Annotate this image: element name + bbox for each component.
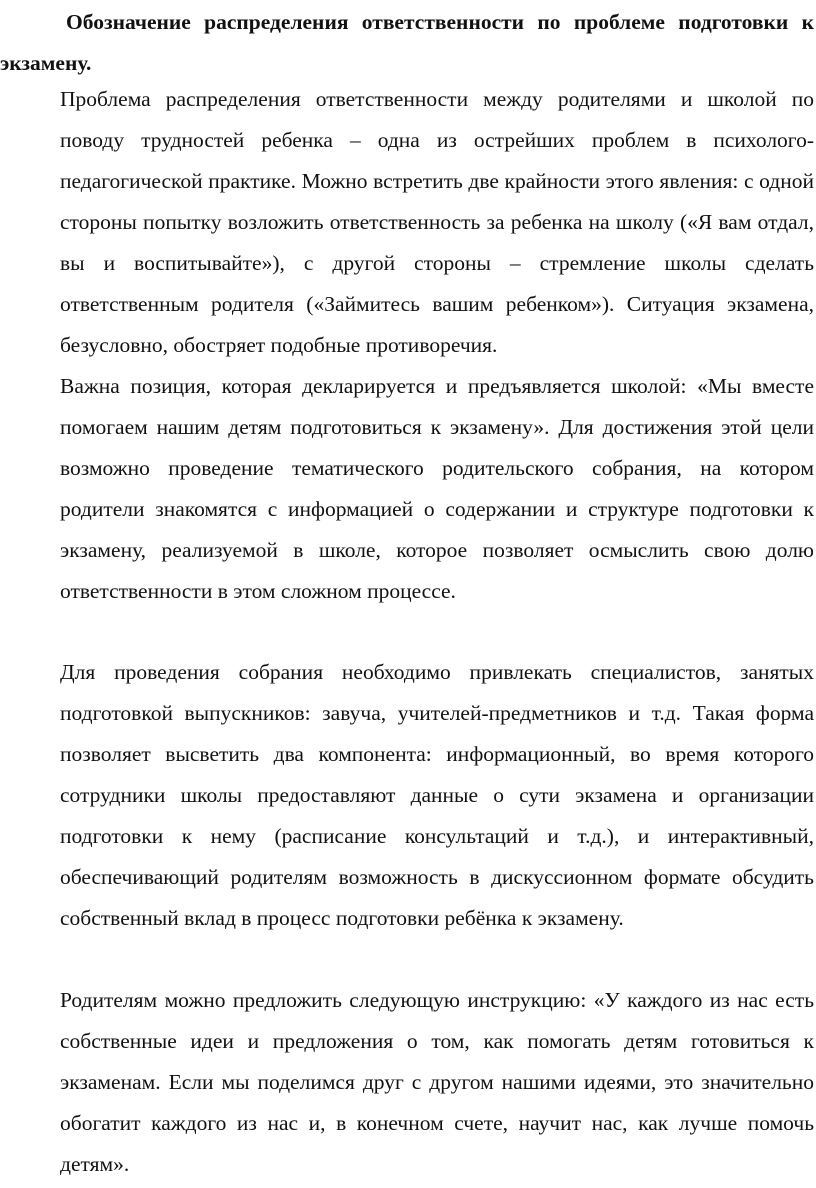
paragraph-school-position: Важна позиция, которая декларируется и предъявляется школой: «Мы вместе помогаем нашим детям подготовиться к экзамену». Для достижения этой цели возможно проведение тематического родительского собрания, на котором родители знакомятся с информацией о содержании и структуре подготовки к экзамену, реализуемой в школе, которое позволяет осмыслить свою долю ответственности в этом сложном процессе. <box>60 374 814 603</box>
document-title: Обозначение распределения ответственности по проблеме подготовки к экзамену. <box>0 10 814 75</box>
paragraph-parent-instruction: Родителям можно предложить следующую инструкцию: «У каждого из нас есть собственные идеи и предложения о том, как помогать детям готовиться к экзаменам. Если мы поделимся друг с другом нашими идеями, это значительно обогатит каждого из нас и, в конечном счете, научит нас, как лучше помочь детям». <box>60 988 814 1176</box>
paragraph-meeting-organization: Для проведения собрания необходимо привлекать специалистов, занятых подготовкой выпускников: завуча, учителей-предметников и т.д. Такая форма позволяет высветить два компонента: информационный, во время которого сотрудники школы предоставляют данные о сути экзамена и организации подготовки к нему (расписание консультаций и т.д.), и интерактивный, обеспечивающий родителям возможность в дискуссионном формате обсудить собственный вклад в процесс подготовки ребёнка к экзамену. <box>60 660 814 930</box>
paragraph-responsibility-problem: Проблема распределения ответственности между родителями и школой по поводу трудностей ребенка – одна из острейших проблем в психолого-педагогической практике. Можно встретить две крайности этого явления: с одной стороны попытку возложить ответственность за ребенка на школу («Я вам отдал, вы и воспитывайте»), с другой стороны – стремление школы сделать ответственным родителя («Займитесь вашим ребенком»). Ситуация экзамена, безусловно, обостряет подобные противоречия. <box>60 87 814 357</box>
